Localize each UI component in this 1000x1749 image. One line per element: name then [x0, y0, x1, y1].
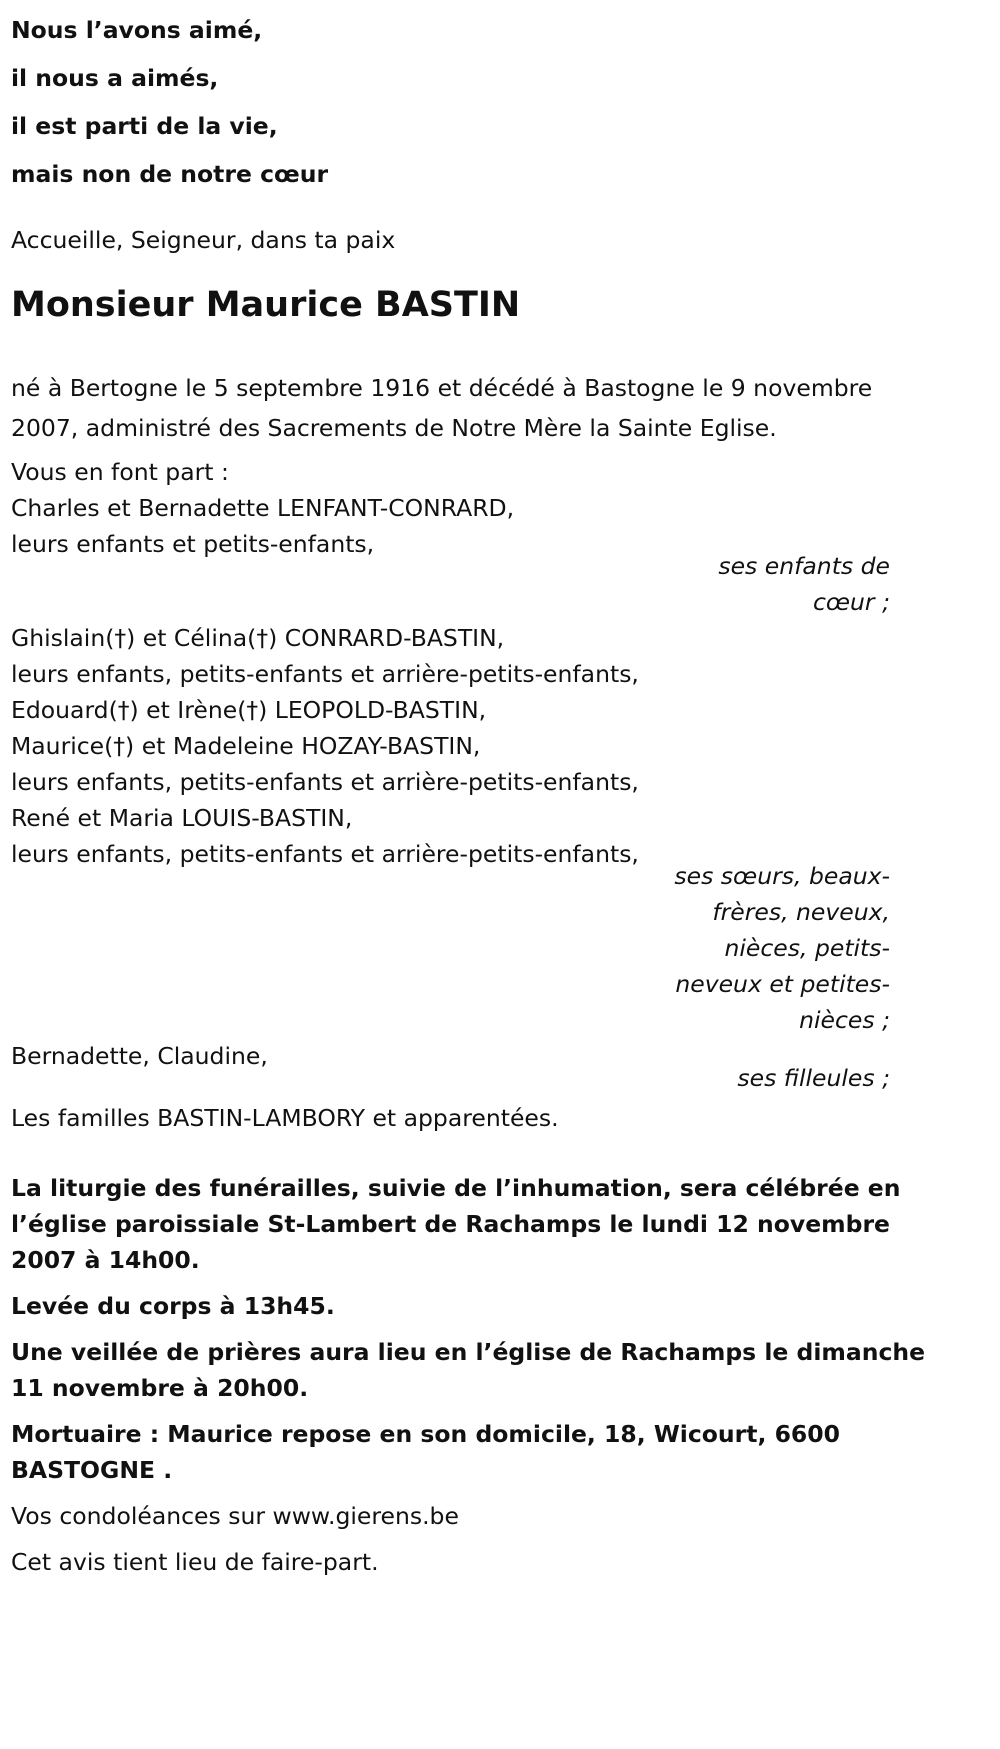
families-line-wrap [11, 1100, 1000, 1136]
family-line: Edouard(†) et Irène(†) LEOPOLD-BASTIN, [11, 696, 487, 724]
family-line: Ghislain(†) et Célina(†) CONRARD-BASTIN, [11, 624, 505, 652]
funeral-line: l’église paroissiale St-Lambert de Rachamps le lundi 12 novembre [11, 1210, 890, 1238]
family-line: leurs enfants et petits-enfants, [11, 530, 375, 558]
poem-line: il est parti de la vie, [11, 112, 278, 140]
family-role-line: ses sœurs, beaux- [674, 862, 890, 890]
family-line: leurs enfants, petits-enfants et arrière-petits-enfants, [11, 660, 639, 688]
obituary-page [0, 6, 1000, 1749]
notice-block [11, 1544, 1000, 1580]
family-role-line: frères, neveux, [712, 898, 890, 926]
family-group-2 [11, 620, 1000, 872]
family-section [11, 454, 1000, 562]
family-line: René et Maria LOUIS-BASTIN, [11, 804, 353, 832]
family-line: leurs enfants, petits-enfants et arrière-petits-enfants, [11, 840, 639, 868]
funeral-details [11, 1170, 1000, 1278]
condolences-block [11, 1498, 1000, 1534]
condolences-line: Vos condoléances sur www.gierens.be [11, 1502, 459, 1530]
levee-details [11, 1288, 1000, 1324]
mortuary-line: BASTOGNE . [11, 1456, 173, 1484]
family-role-line: neveux et petites- [675, 970, 890, 998]
notice-line: Cet avis tient lieu de faire-part. [11, 1548, 379, 1576]
mortuary-line: Mortuaire : Maurice repose en son domicile, 18, Wicourt, 6600 [11, 1420, 840, 1448]
vigil-line: 11 novembre à 20h00. [11, 1374, 309, 1402]
prayer-line: Accueille, Seigneur, dans ta paix [11, 226, 396, 254]
poem [11, 6, 1000, 198]
levee-line: Levée du corps à 13h45. [11, 1292, 335, 1320]
family-role-line: nièces ; [799, 1006, 890, 1034]
vigil-details [11, 1334, 1000, 1406]
family-line: Charles et Bernadette LENFANT-CONRARD, [11, 494, 515, 522]
deceased-name: Monsieur Maurice BASTIN [11, 285, 521, 325]
poem-line: mais non de notre cœur [11, 160, 329, 188]
families-line: Les familles BASTIN-LAMBORY et apparentées. [11, 1104, 559, 1132]
family-line: Maurice(†) et Madeleine HOZAY-BASTIN, [11, 732, 481, 760]
announce-intro: Vous en font part : [11, 458, 229, 486]
family-line: leurs enfants, petits-enfants et arrière-petits-enfants, [11, 768, 639, 796]
family-role-line: nièces, petits- [724, 934, 890, 962]
birth-death-line: né à Bertogne le 5 septembre 1916 et décédé à Bastogne le 9 novembre [11, 374, 873, 402]
family-role-line: ses enfants de [718, 552, 890, 580]
funeral-line: 2007 à 14h00. [11, 1246, 200, 1274]
birth-death-paragraph [11, 368, 1000, 448]
family-line: Bernadette, Claudine, [11, 1042, 268, 1070]
family-role-2 [11, 858, 1000, 1038]
family-role-line: ses filleules ; [737, 1064, 890, 1092]
poem-line: il nous a aimés, [11, 64, 219, 92]
funeral-line: La liturgie des funérailles, suivie de l’inhumation, sera célébrée en [11, 1174, 901, 1202]
poem-line: Nous l’avons aimé, [11, 16, 263, 44]
birth-death-line: 2007, administré des Sacrements de Notre Mère la Sainte Eglise. [11, 414, 777, 442]
family-role-line: cœur ; [812, 588, 890, 616]
vigil-line: Une veillée de prières aura lieu en l’église de Rachamps le dimanche [11, 1338, 926, 1366]
mortuary-details [11, 1416, 1000, 1488]
